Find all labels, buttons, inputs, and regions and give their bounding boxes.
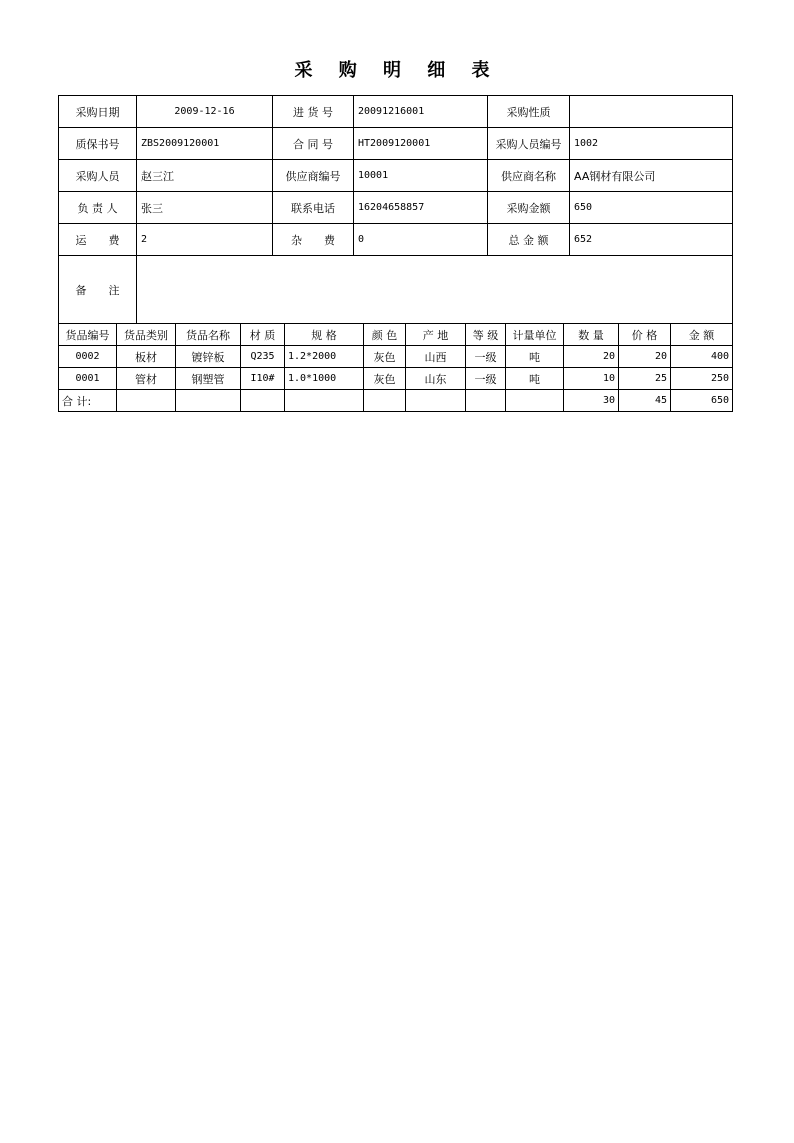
item-category-cell: 管材: [117, 368, 176, 390]
info-row: [59, 160, 733, 192]
warranty-number-value: ZBS2009120001: [137, 128, 273, 160]
column-header: 价 格: [619, 324, 671, 346]
column-header: 材 质: [241, 324, 285, 346]
purchase-amount-value: 650: [570, 192, 733, 224]
field-label: 负 责 人: [59, 192, 137, 224]
info-row: [59, 128, 733, 160]
remark-value: [137, 256, 733, 324]
contract-number-value: HT2009120001: [354, 128, 488, 160]
remark-row: [59, 256, 733, 324]
misc-fee-value: 0: [354, 224, 488, 256]
column-header: 产 地: [406, 324, 466, 346]
freight-value: 2: [137, 224, 273, 256]
field-label: 杂 费: [273, 224, 354, 256]
item-category-cell: 板材: [117, 346, 176, 368]
field-label: 采购人员: [59, 160, 137, 192]
table-row: [59, 368, 733, 390]
buyer-id-value: 1002: [570, 128, 733, 160]
total-price: 45: [619, 390, 671, 412]
field-label: 供应商编号: [273, 160, 354, 192]
price-cell: 25: [619, 368, 671, 390]
field-label: 供应商名称: [488, 160, 570, 192]
quantity-cell: 10: [564, 368, 619, 390]
total-amount-value: 652: [570, 224, 733, 256]
column-header: 金 额: [671, 324, 733, 346]
material-cell: I10#: [241, 368, 285, 390]
unit-cell: 吨: [506, 368, 564, 390]
field-label: 联系电话: [273, 192, 354, 224]
field-label: 质保书号: [59, 128, 137, 160]
page-title: 采 购 明 细 表: [294, 60, 500, 81]
empty-cell: [506, 390, 564, 412]
purchase-date-value: 2009-12-16: [137, 96, 273, 128]
column-header: 货品类别: [117, 324, 176, 346]
field-label: 运 费: [59, 224, 137, 256]
info-row: [59, 192, 733, 224]
color-cell: 灰色: [364, 368, 406, 390]
field-label: 采购人员编号: [488, 128, 570, 160]
item-code-cell: 0001: [59, 368, 117, 390]
totals-row: [59, 390, 733, 412]
table-row: [59, 346, 733, 368]
field-label: 采购日期: [59, 96, 137, 128]
price-cell: 20: [619, 346, 671, 368]
amount-cell: 250: [671, 368, 733, 390]
supplier-name-value: AA钢材有限公司: [570, 160, 733, 192]
items-header-row: [59, 324, 733, 346]
item-code-cell: 0002: [59, 346, 117, 368]
origin-cell: 山东: [406, 368, 466, 390]
spec-cell: 1.2*2000: [285, 346, 364, 368]
purchase-info-table: [58, 95, 733, 324]
column-header: 货品编号: [59, 324, 117, 346]
empty-cell: [117, 390, 176, 412]
manager-value: 张三: [137, 192, 273, 224]
field-label: 采购金额: [488, 192, 570, 224]
quantity-cell: 20: [564, 346, 619, 368]
field-label: 总 金 额: [488, 224, 570, 256]
empty-cell: [241, 390, 285, 412]
buyer-name-value: 赵三江: [137, 160, 273, 192]
empty-cell: [406, 390, 466, 412]
material-cell: Q235: [241, 346, 285, 368]
column-header: 规 格: [285, 324, 364, 346]
item-name-cell: 镀锌板: [176, 346, 241, 368]
grade-cell: 一级: [466, 368, 506, 390]
empty-cell: [176, 390, 241, 412]
total-amount: 650: [671, 390, 733, 412]
column-header: 数 量: [564, 324, 619, 346]
column-header: 颜 色: [364, 324, 406, 346]
column-header: 计量单位: [506, 324, 564, 346]
total-quantity: 30: [564, 390, 619, 412]
info-row: [59, 96, 733, 128]
info-row: [59, 224, 733, 256]
column-header: 等 级: [466, 324, 506, 346]
origin-cell: 山西: [406, 346, 466, 368]
purchase-type-value: [570, 96, 733, 128]
field-label: 合 同 号: [273, 128, 354, 160]
supplier-id-value: 10001: [354, 160, 488, 192]
receipt-number-value: 20091216001: [354, 96, 488, 128]
empty-cell: [466, 390, 506, 412]
spec-cell: 1.0*1000: [285, 368, 364, 390]
amount-cell: 400: [671, 346, 733, 368]
phone-value: 16204658857: [354, 192, 488, 224]
unit-cell: 吨: [506, 346, 564, 368]
total-label: 合 计:: [59, 390, 117, 412]
column-header: 货品名称: [176, 324, 241, 346]
empty-cell: [285, 390, 364, 412]
remark-label: 备 注: [59, 256, 137, 324]
grade-cell: 一级: [466, 346, 506, 368]
item-name-cell: 钢塑管: [176, 368, 241, 390]
items-table: [58, 323, 733, 412]
color-cell: 灰色: [364, 346, 406, 368]
field-label: 进 货 号: [273, 96, 354, 128]
empty-cell: [364, 390, 406, 412]
field-label: 采购性质: [488, 96, 570, 128]
